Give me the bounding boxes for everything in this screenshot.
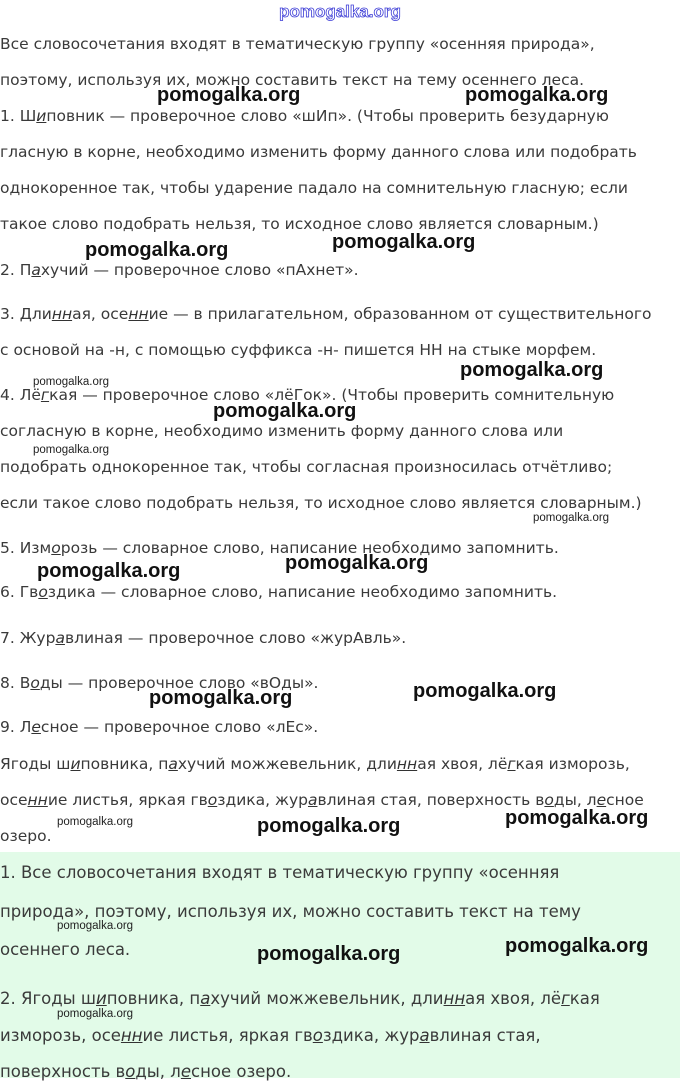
text-segment: розь — словарное слово, написание необходимо запомнить. xyxy=(60,539,559,557)
highlighted-letter: а xyxy=(200,989,211,1008)
text-segment: 3. Дли xyxy=(0,305,52,323)
watermark: pomogalka.org xyxy=(33,444,110,456)
text-line xyxy=(0,304,680,324)
highlighted-letter: о xyxy=(38,583,48,601)
watermark: pomogalka.org xyxy=(413,680,557,702)
text-segment: кая изморозь, xyxy=(515,755,630,773)
text-segment: Ягоды ш xyxy=(0,755,71,773)
text-segment: хучий можжевельник, дли xyxy=(177,755,397,773)
highlighted-letter: е xyxy=(31,718,41,736)
text-line xyxy=(0,989,680,1009)
highlighted-letter: а xyxy=(31,261,41,279)
highlighted-letter: о xyxy=(207,791,218,809)
watermark: pomogalka.org xyxy=(85,239,229,261)
watermark: pomogalka.org xyxy=(157,84,301,106)
highlighted-letter: е xyxy=(180,1062,192,1081)
highlighted-letter: и xyxy=(36,107,47,125)
text-line xyxy=(0,106,680,126)
highlighted-letter: и xyxy=(96,989,107,1008)
highlighted-letter: а xyxy=(419,1026,430,1045)
text-line xyxy=(0,717,680,737)
text-line: согласную в корне, необходимо изменить форму данного слова или xyxy=(0,422,564,440)
text-segment: кая — проверочное слово «лёГок». (Чтобы проверить сомнительную xyxy=(49,386,615,404)
text-segment: сное — проверочное слово «лЕс». xyxy=(40,718,319,736)
text-segment: хучий можжевельник, дли xyxy=(210,989,444,1008)
watermark: pomogalka.org xyxy=(533,512,610,524)
watermark: pomogalka.org xyxy=(149,687,293,709)
highlighted-letter: и xyxy=(70,755,81,773)
highlighted-letter: нн xyxy=(396,755,418,773)
text-line xyxy=(0,673,680,693)
text-segment: ая хвоя, лё xyxy=(465,989,562,1008)
text-segment: влиная стая, xyxy=(429,1026,541,1045)
text-line xyxy=(0,260,680,280)
watermark: pomogalka.org xyxy=(332,231,476,253)
watermark: pomogalka.org xyxy=(57,816,134,828)
text-segment: сное озеро. xyxy=(191,1062,292,1081)
text-segment: осе xyxy=(0,791,28,809)
text-segment: 4. Лё xyxy=(0,386,41,404)
text-segment: повника, п xyxy=(80,755,169,773)
watermark: pomogalka.org xyxy=(257,943,401,965)
text-segment: 2. Ягоды ш xyxy=(0,989,96,1008)
highlighted-letter: а xyxy=(168,755,178,773)
highlighted-letter: нн xyxy=(51,305,73,323)
text-segment: 7. Жур xyxy=(0,629,56,647)
text-line xyxy=(0,628,680,648)
text-line: 1. Все словосочетания входят в тематическую группу «осенняя xyxy=(0,863,560,882)
highlighted-letter: а xyxy=(307,791,318,809)
text-line: осеннего леса. xyxy=(0,940,131,959)
site-logo: pomogalka.org xyxy=(279,2,401,21)
text-segment: ие листья, яркая гв xyxy=(47,791,208,809)
watermark: pomogalka.org xyxy=(285,552,429,574)
watermark: pomogalka.org xyxy=(465,84,609,106)
text-segment: повник — проверочное слово «шИп». (Чтобы проверить безударную xyxy=(46,107,609,125)
watermark: pomogalka.org xyxy=(213,400,357,422)
highlighted-letter: о xyxy=(30,674,40,692)
text-segment: 5. Изм xyxy=(0,539,52,557)
highlighted-letter: о xyxy=(312,1026,323,1045)
highlighted-letter: нн xyxy=(128,305,149,323)
text-line: такое слово подобрать нельзя, то исходное слово является словарным.) xyxy=(0,215,599,233)
text-segment: влиная — проверочное слово «журАвль». xyxy=(64,629,407,647)
watermark: pomogalka.org xyxy=(33,376,110,388)
highlighted-letter: г xyxy=(507,755,516,773)
text-line: Все словосочетания входят в тематическую группу «осенняя природа», xyxy=(0,35,595,53)
text-segment: влиная стая, поверхность в xyxy=(317,791,545,809)
highlighted-letter: нн xyxy=(443,989,466,1008)
highlighted-letter: г xyxy=(561,989,570,1008)
text-segment: ие — в прилагательном, образованном от существительного xyxy=(148,305,652,323)
text-line xyxy=(0,754,680,774)
text-segment: ие листья, яркая гв xyxy=(142,1026,313,1045)
text-segment: поверхность в xyxy=(0,1062,126,1081)
text-segment: повника, п xyxy=(106,989,201,1008)
text-segment: 2. П xyxy=(0,261,32,279)
text-segment: здика, жур xyxy=(322,1026,420,1045)
text-line: природа», поэтому, используя их, можно составить текст на тему xyxy=(0,902,581,921)
text-segment: ды, л xyxy=(553,791,597,809)
text-line xyxy=(0,1062,680,1082)
text-segment: ды — проверочное слово «вОды». xyxy=(39,674,319,692)
watermark: pomogalka.org xyxy=(505,807,649,829)
text-segment: ая хвоя, лё xyxy=(417,755,508,773)
text-line: подобрать однокоренное так, чтобы согласная произносилась отчётливо; xyxy=(0,458,613,476)
highlighted-letter: о xyxy=(125,1062,136,1081)
text-segment: здика — словарное слово, написание необходимо запомнить. xyxy=(47,583,558,601)
highlighted-letter: о xyxy=(51,539,61,557)
watermark: pomogalka.org xyxy=(505,935,649,957)
watermark: pomogalka.org xyxy=(37,560,181,582)
text-line: однокоренное так, чтобы ударение падало на сомнительную гласную; если xyxy=(0,179,628,197)
watermark: pomogalka.org xyxy=(57,920,134,932)
text-line: с основой на -н, с помощью суффикса -н- пишется НН на стыке морфем. xyxy=(0,341,597,359)
text-line: поэтому, используя их, можно составить текст на тему осеннего леса. xyxy=(0,71,585,89)
text-line: если такое слово подобрать нельзя, то исходное слово является словарным.) xyxy=(0,494,642,512)
text-segment: ды, л xyxy=(135,1062,181,1081)
highlighted-letter: нн xyxy=(120,1026,143,1045)
text-segment: 6. Гв xyxy=(0,583,39,601)
watermark: pomogalka.org xyxy=(57,1008,134,1020)
text-line xyxy=(0,582,680,602)
text-segment: хучий — проверочное слово «пАхнет». xyxy=(40,261,359,279)
text-segment: кая xyxy=(569,989,600,1008)
watermark: pomogalka.org xyxy=(460,359,604,381)
text-segment: изморозь, осе xyxy=(0,1026,121,1045)
text-segment: 1. Ш xyxy=(0,107,37,125)
text-segment: ая, осе xyxy=(72,305,129,323)
text-line: гласную в корне, необходимо изменить форму данного слова или подобрать xyxy=(0,143,637,161)
text-segment: 9. Л xyxy=(0,718,32,736)
highlighted-letter: о xyxy=(544,791,554,809)
highlighted-letter: а xyxy=(55,629,65,647)
highlighted-letter: нн xyxy=(27,791,48,809)
text-segment: сное xyxy=(606,791,644,809)
text-line: озеро. xyxy=(0,827,52,845)
watermark: pomogalka.org xyxy=(257,815,401,837)
highlighted-letter: е xyxy=(596,791,607,809)
highlighted-letter: г xyxy=(40,386,50,404)
text-line xyxy=(0,1026,680,1046)
text-segment: 8. В xyxy=(0,674,31,692)
text-segment: здика, жур xyxy=(217,791,308,809)
